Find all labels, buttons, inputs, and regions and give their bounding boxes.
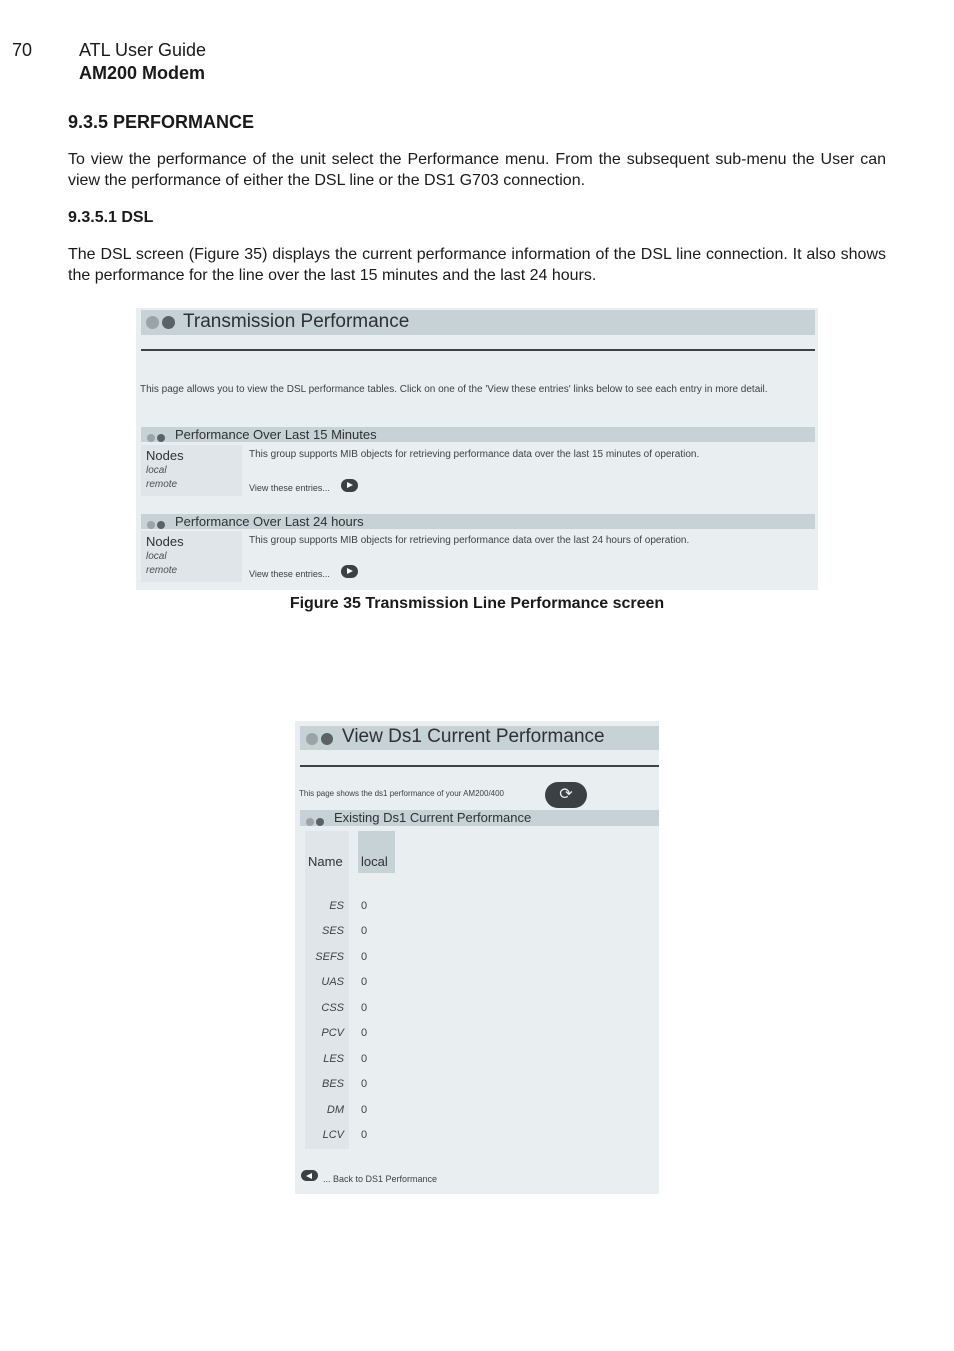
metric-value: 0 xyxy=(361,951,368,963)
ds1-current-performance-screen xyxy=(295,721,659,1194)
metric-label: SES xyxy=(321,925,344,937)
view-entries-arrow-icon[interactable] xyxy=(341,479,358,492)
screen-title-bar xyxy=(300,726,659,750)
view-entries-link[interactable]: View these entries... xyxy=(249,483,330,493)
group-title: Performance Over Last 15 Minutes xyxy=(175,427,377,442)
metric-label: CSS xyxy=(321,1002,344,1014)
table-title: Existing Ds1 Current Performance xyxy=(334,810,532,825)
guide-title: ATL User Guide xyxy=(79,40,207,60)
view-entries-link[interactable]: View these entries... xyxy=(249,569,330,579)
model-name: AM200 Modem xyxy=(79,63,206,83)
metric-value: 0 xyxy=(361,900,368,912)
metric-value: 0 xyxy=(361,976,368,988)
metric-label: PCV xyxy=(321,1027,344,1039)
bullet-dots-icon xyxy=(306,814,324,830)
metric-label: UAS xyxy=(321,976,344,988)
group-title: Performance Over Last 24 hours xyxy=(175,514,364,529)
nodes-label: Nodes xyxy=(146,534,184,549)
metric-label: LCV xyxy=(322,1129,344,1141)
metric-value: 0 xyxy=(361,1104,368,1116)
refresh-button[interactable] xyxy=(545,782,587,808)
node-remote-link[interactable]: remote xyxy=(146,479,178,490)
bullet-dots-icon xyxy=(147,430,165,445)
screen-title: View Ds1 Current Performance xyxy=(342,726,605,747)
title-divider xyxy=(300,765,659,767)
name-column xyxy=(305,831,349,1149)
metric-value: 0 xyxy=(361,1078,368,1090)
name-header: Name xyxy=(308,854,343,869)
metric-label: SEFS xyxy=(315,951,344,963)
back-link[interactable]: ... Back to DS1 Performance xyxy=(323,1174,438,1184)
group-title-bar-24h xyxy=(141,514,815,529)
section-heading: 9.3.5 PERFORMANCE xyxy=(68,112,255,132)
node-remote-link[interactable]: remote xyxy=(146,565,178,576)
group-description: This group supports MIB objects for retrieving performance data over the last 15 minutes of operation. xyxy=(249,449,700,460)
dsl-paragraph: The DSL screen (Figure 35) displays the current performance information of the DSL line connection. It also shows the performance for the line over the last 15 minutes and the last 24 hours. xyxy=(68,246,886,284)
nodes-label: Nodes xyxy=(146,448,184,463)
bullet-dots-icon xyxy=(147,517,165,532)
metric-value: 0 xyxy=(361,1129,368,1141)
subsection-heading: 9.3.5.1 DSL xyxy=(68,209,154,226)
screen-intro: This page shows the ds1 performance of your AM200/400 xyxy=(299,789,505,798)
title-divider xyxy=(141,349,815,351)
node-local-link[interactable]: local xyxy=(146,465,167,476)
table-title-bar xyxy=(300,810,659,826)
group-description: This group supports MIB objects for retrieving performance data over the last 24 hours of operation. xyxy=(249,535,690,546)
node-local-link[interactable]: local xyxy=(146,551,167,562)
view-entries-arrow-icon[interactable] xyxy=(341,565,358,578)
metric-value: 0 xyxy=(361,1053,368,1065)
metric-label: LES xyxy=(323,1053,344,1065)
transmission-performance-screen xyxy=(136,308,818,590)
screen-title-bar xyxy=(141,310,815,335)
metric-value: 0 xyxy=(361,925,368,937)
group-title-bar-15min xyxy=(141,427,815,442)
metric-value: 0 xyxy=(361,1027,368,1039)
refresh-icon: ⟳ xyxy=(559,786,573,803)
metric-label: BES xyxy=(321,1078,344,1090)
local-header: local xyxy=(361,854,388,869)
bullet-dots-icon xyxy=(306,732,333,750)
bullet-dots-icon xyxy=(146,316,175,334)
intro-paragraph: To view the performance of the unit select the Performance menu. From the subsequent sub-menu the User can view the performance of either the DSL line or the DS1 G703 connection. xyxy=(68,151,886,189)
metric-label: ES xyxy=(329,900,344,912)
metric-label: DM xyxy=(326,1104,344,1116)
screen-intro: This page allows you to view the DSL performance tables. Click on one of the 'View these entries' links below to see each entry in more detail. xyxy=(140,384,768,395)
page-number: 70 xyxy=(12,40,33,60)
back-arrow-icon[interactable] xyxy=(301,1170,318,1181)
metric-value: 0 xyxy=(361,1002,368,1014)
figure-caption: Figure 35 Transmission Line Performance screen xyxy=(289,595,665,612)
screen-title: Transmission Performance xyxy=(183,311,410,332)
